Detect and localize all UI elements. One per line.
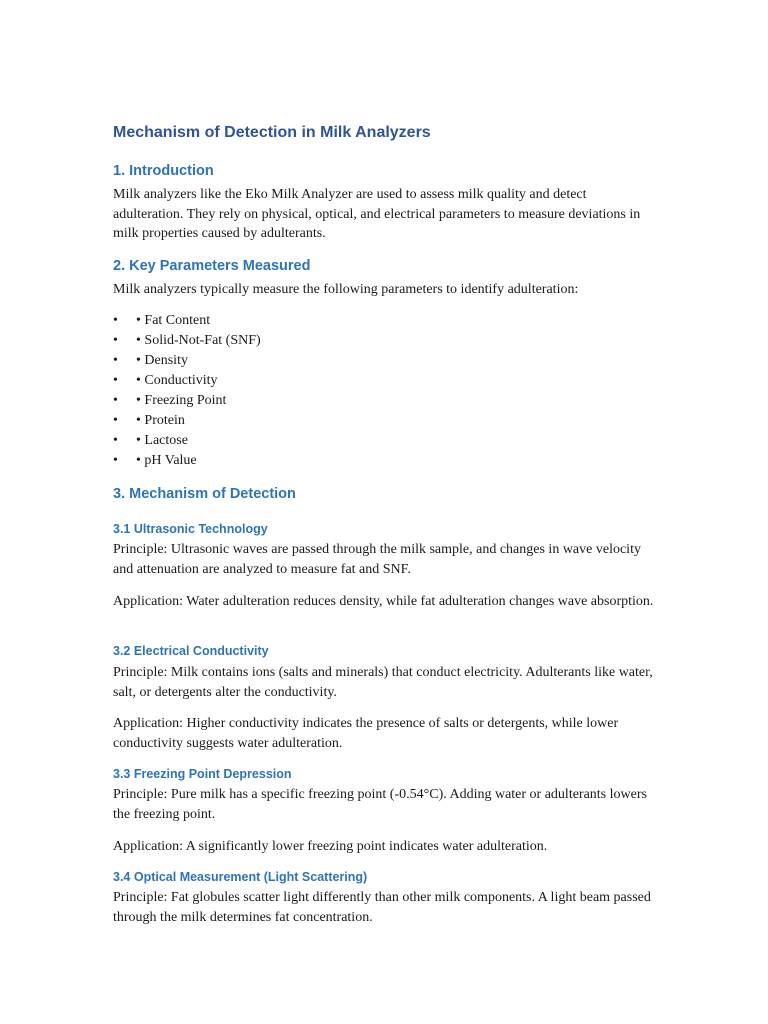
- parameters-intro-paragraph: Milk analyzers typically measure the following parameters to identify adulteration:: [113, 282, 579, 297]
- heading-mechanism: 3. Mechanism of Detection: [113, 486, 296, 502]
- list-item: [113, 371, 261, 391]
- heading-conductivity: 3.2 Electrical Conductivity: [113, 644, 269, 658]
- bullet-marker: •: [113, 433, 118, 448]
- bullet-marker: •: [113, 353, 118, 368]
- bullet-marker: •: [113, 393, 118, 408]
- conductivity-application: Application: Higher conductivity indicates the presence of salts or detergents, while lower conductivity suggests water adulteration.: [113, 716, 619, 751]
- list-item-text: • Fat Content: [136, 313, 211, 328]
- ultrasonic-principle: Principle: Ultrasonic waves are passed through the milk sample, and changes in wave velocity and attenuation are analyzed to measure fat and SNF.: [113, 542, 641, 577]
- list-item-text: • Solid-Not-Fat (SNF): [136, 333, 261, 348]
- ultrasonic-application: Application: Water adulteration reduces density, while fat adulteration changes wave absorption.: [113, 594, 654, 609]
- bullet-marker: •: [113, 453, 118, 468]
- heading-optical: 3.4 Optical Measurement (Light Scattering): [113, 870, 368, 884]
- optical-principle: Principle: Fat globules scatter light differently than other milk components. A light beam passed through the milk determines fat concentration.: [113, 890, 651, 925]
- list-item-text: • Protein: [136, 413, 185, 428]
- list-item-text: • Density: [136, 353, 188, 368]
- heading-ultrasonic: 3.1 Ultrasonic Technology: [113, 522, 268, 536]
- freezing-principle: Principle: Pure milk has a specific freezing point (-0.54°C). Adding water or adulterants lowers the freezing point.: [113, 787, 647, 822]
- heading-freezing-point: 3.3 Freezing Point Depression: [113, 767, 292, 781]
- parameters-list: [113, 311, 261, 471]
- heading-introduction: 1. Introduction: [113, 163, 214, 179]
- list-item: [113, 411, 261, 431]
- list-item-text: • Lactose: [136, 433, 188, 448]
- bullet-marker: •: [113, 413, 118, 428]
- list-item-text: • Conductivity: [136, 373, 218, 388]
- conductivity-principle: Principle: Milk contains ions (salts and minerals) that conduct electricity. Adulterants like water, salt, or detergents alter the conductivity.: [113, 665, 653, 700]
- list-item: [113, 311, 261, 331]
- bullet-marker: •: [113, 313, 118, 328]
- list-item: [113, 351, 261, 371]
- bullet-marker: •: [113, 373, 118, 388]
- list-item: [113, 391, 261, 411]
- list-item: [113, 331, 261, 351]
- introduction-paragraph: Milk analyzers like the Eko Milk Analyzer are used to assess milk quality and detect adulteration. They rely on physical, optical, and electrical parameters to measure deviations in milk properties caused by adulterants.: [113, 187, 641, 241]
- list-item-text: • Freezing Point: [136, 393, 227, 408]
- bullet-marker: •: [113, 333, 118, 348]
- list-item: [113, 451, 261, 471]
- list-item-text: • pH Value: [136, 453, 197, 468]
- heading-key-parameters: 2. Key Parameters Measured: [113, 258, 311, 274]
- list-item: [113, 431, 261, 451]
- document-title: Mechanism of Detection in Milk Analyzers: [113, 124, 431, 141]
- freezing-application: Application: A significantly lower freezing point indicates water adulteration.: [113, 839, 548, 854]
